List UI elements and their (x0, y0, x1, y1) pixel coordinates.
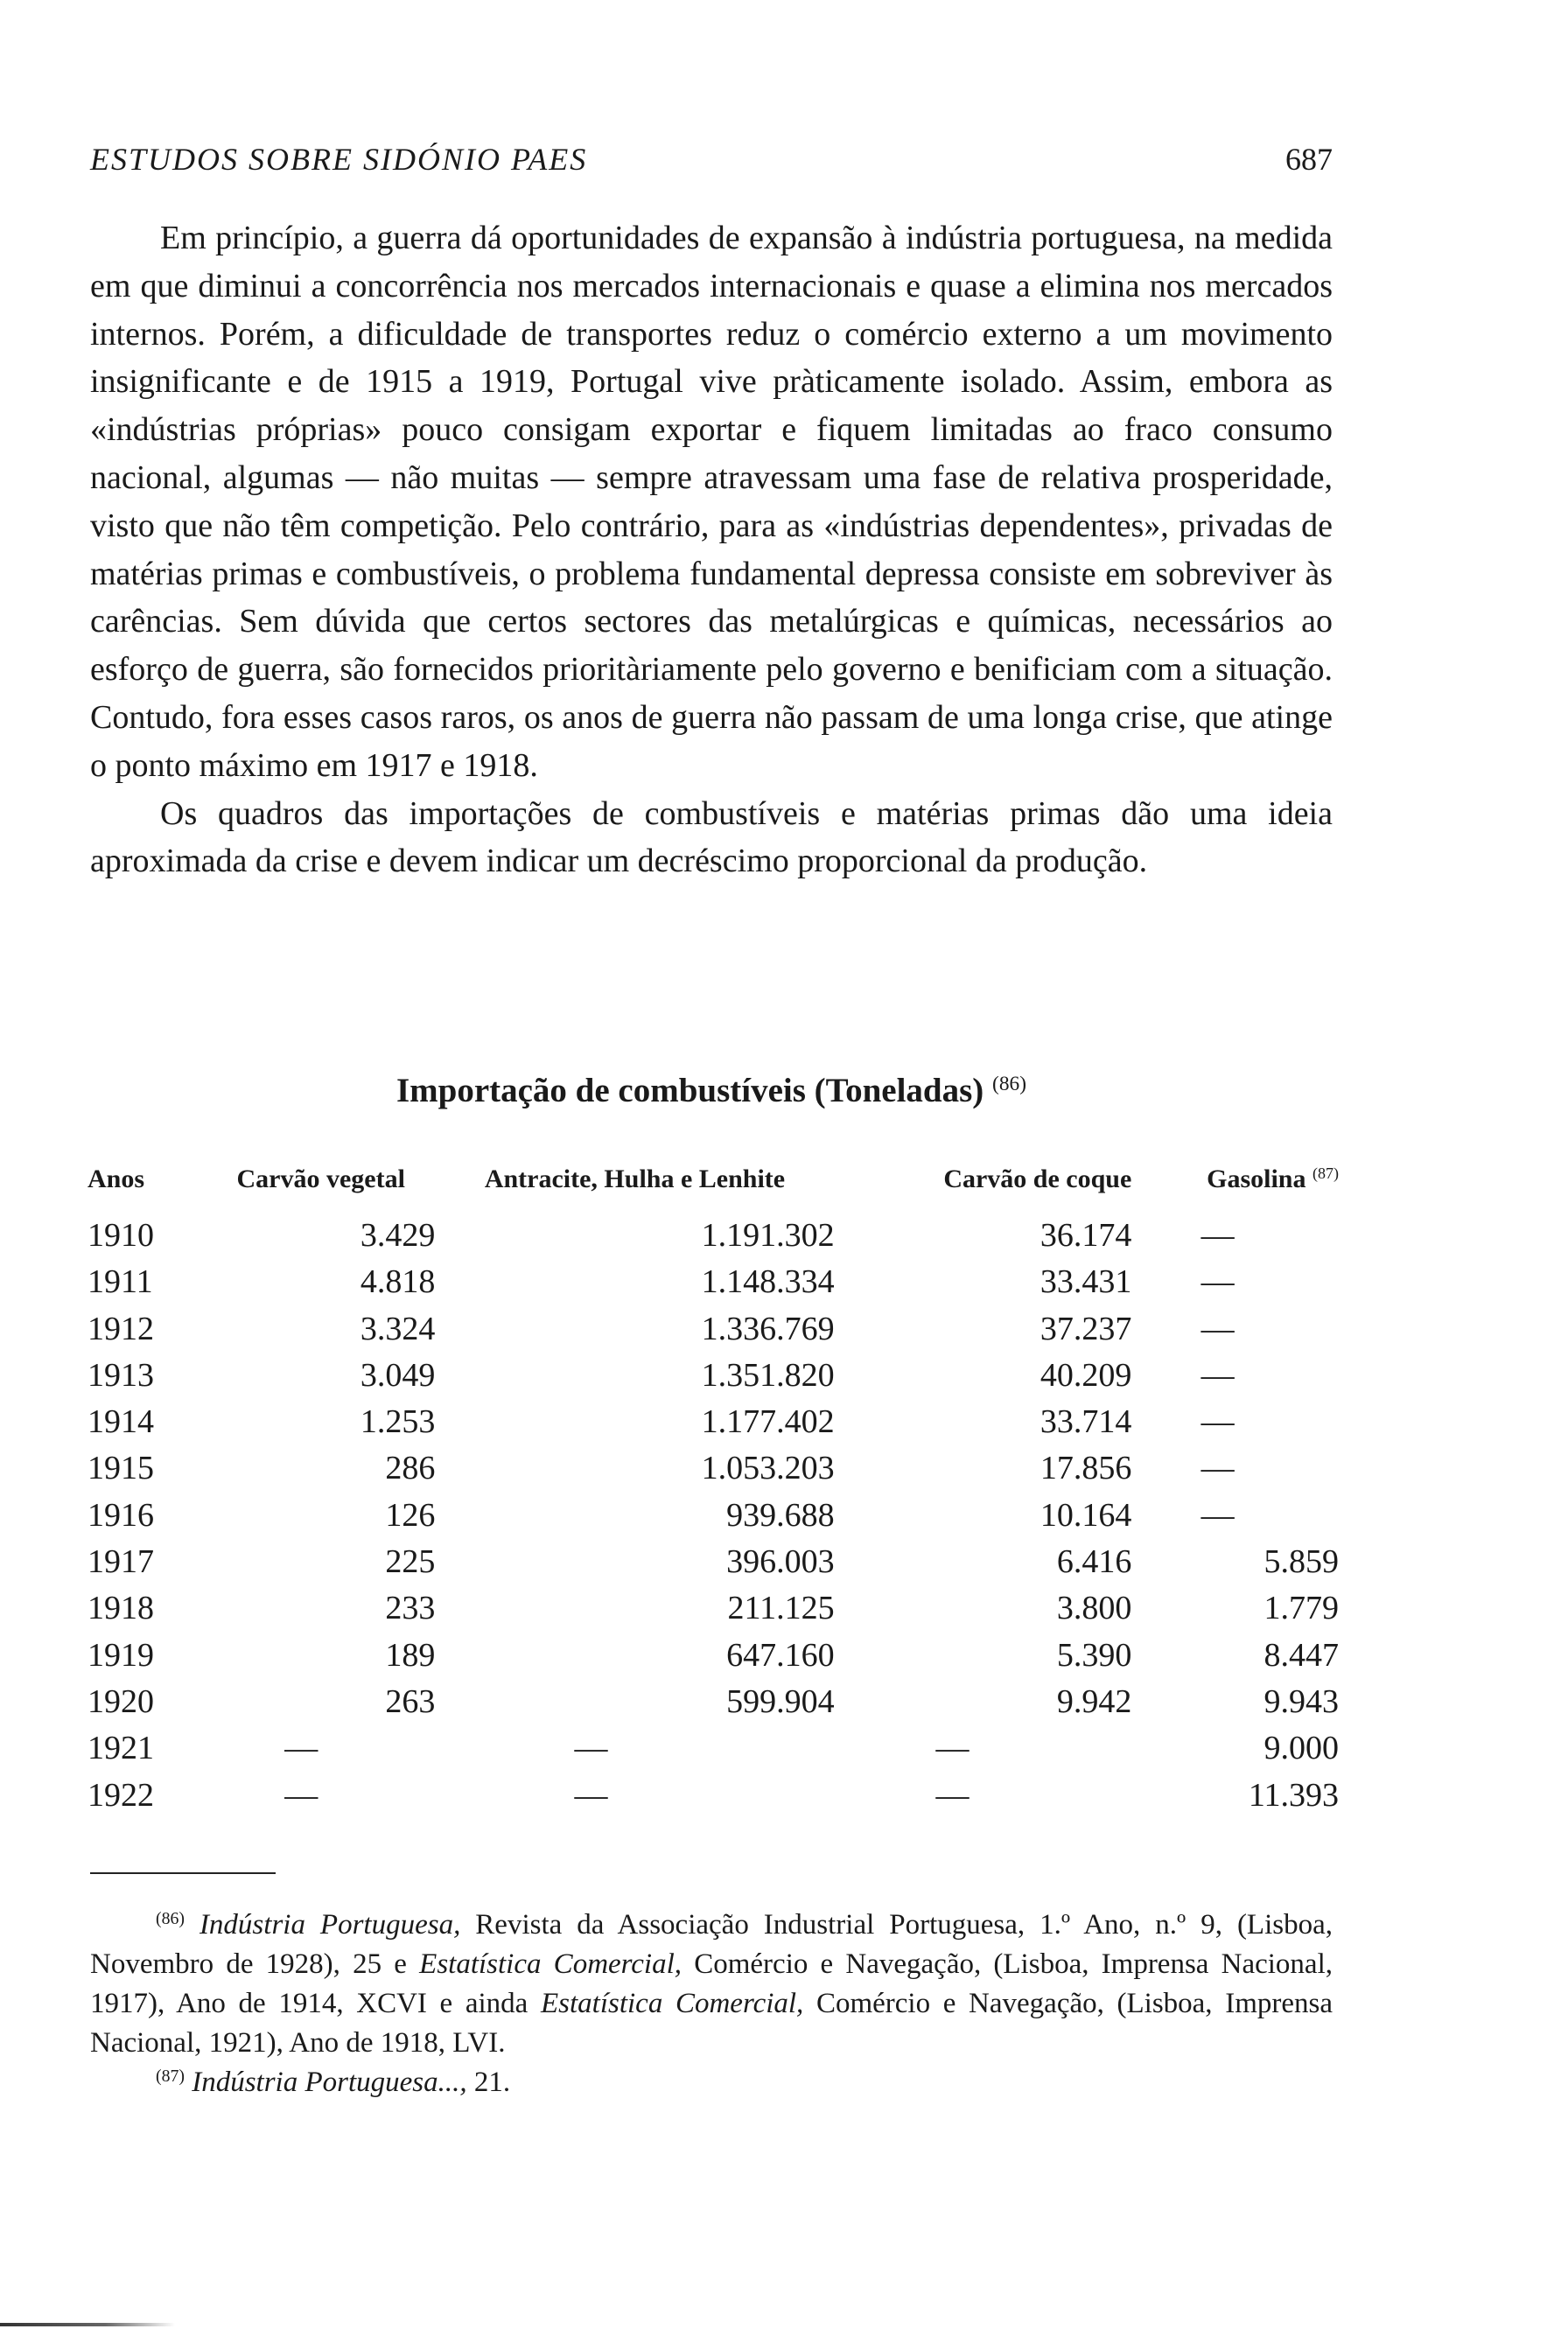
scan-edge-mark (0, 2323, 175, 2326)
column-header-years: Anos (88, 1165, 145, 1193)
table-row (88, 1585, 1339, 1632)
table-body (88, 1213, 1339, 1819)
column-header-gasoline-label: Gasolina (1207, 1165, 1306, 1193)
table-row (88, 1213, 1339, 1259)
cell-anthracite: 396.003 (726, 1543, 835, 1581)
paragraph: Os quadros das importações de combustíveis e matérias primas dão uma ideia aproximada da crise e devem indicar um decréscimo proporcional da produção. (90, 794, 1333, 880)
cell-charcoal: 3.324 (360, 1310, 436, 1347)
cell-gasoline: — (1200, 1403, 1235, 1441)
table-row (88, 1445, 1339, 1492)
cell-anthracite: — (574, 1730, 608, 1767)
cell-gasoline: 9.943 (1264, 1682, 1339, 1720)
cell-anthracite: — (574, 1776, 608, 1814)
footnote-text: Comércio e Navegação, (Lisboa, Imprensa Nacional, 1921), Ano de 1918, LVI. (90, 1988, 1333, 2059)
cell-year: 1922 (88, 1776, 154, 1814)
cell-coke: 33.431 (1040, 1263, 1132, 1301)
cell-charcoal: 4.818 (360, 1263, 436, 1301)
cell-gasoline: — (1200, 1356, 1235, 1394)
cell-gasoline: 11.393 (1248, 1776, 1339, 1814)
footnote-text: 21. (466, 2067, 511, 2098)
column-header-charcoal: Carvão vegetal (236, 1165, 405, 1193)
cell-year: 1917 (88, 1543, 154, 1581)
cell-gasoline: 8.447 (1264, 1636, 1339, 1674)
table-row (88, 1539, 1339, 1585)
table-row (88, 1679, 1339, 1725)
paragraph: Em princípio, a guerra dá oportunidades de expansão à indústria portuguesa, na medida em que diminui a concorrência nos mercados internacionais e quase a elimina nos mercados internos. Porém, a dificuldade de transportes reduz o comércio externo a um movimento insignificante e de 1915 a 1919, Portugal vive pràticamente isolado. Assim, embora as «indústrias próprias» pouco consigam exportar e fiquem limitadas ao fraco consumo nacional, algumas — não muitas — sempre atravessam uma fase de relativa prosperidade, visto que não têm competição. Pelo contrário, para as «indústrias dependentes», privadas de matérias primas e combustíveis, o problema fundamental depressa consiste em sobreviver às carências. Sem dúvida que certos sectores das metalúrgicas e químicas, necessários ao esforço de guerra, são fornecidos prioritàriamente pelo governo e benificiam com a situação. Contudo, fora esses casos raros, os anos de guerra não passam de uma longa crise, que atinge o ponto máximo em 1917 e 1918. (90, 220, 1333, 784)
table-row (88, 1633, 1339, 1679)
page-number: 687 (1285, 142, 1333, 177)
cell-year: 1918 (88, 1590, 154, 1627)
cell-coke: 17.856 (1040, 1450, 1132, 1487)
cell-coke: 33.714 (1040, 1403, 1132, 1441)
column-header-anthracite: Antracite, Hulha e Lenhite (484, 1165, 786, 1193)
cell-charcoal: 189 (385, 1636, 436, 1674)
column-header-coke: Carvão de coque (943, 1165, 1132, 1193)
cell-coke: 6.416 (1056, 1543, 1132, 1581)
footnote-text: Revista da Associação Industrial Portuguesa, 1.º Ano, n.º 9, (Lisboa, Novembro de 1928), 25 e (90, 1909, 1333, 1980)
cell-anthracite: 1.148.334 (701, 1263, 835, 1301)
cell-gasoline: 1.779 (1264, 1590, 1339, 1627)
cell-year: 1911 (88, 1263, 153, 1301)
cell-year: 1920 (88, 1682, 154, 1720)
cell-anthracite: 1.336.769 (701, 1310, 835, 1347)
body-text (90, 214, 1333, 885)
cell-coke: 36.174 (1040, 1217, 1132, 1254)
table-row (88, 1725, 1339, 1772)
cell-anthracite: 1.191.302 (701, 1217, 835, 1254)
cell-gasoline: 9.000 (1264, 1730, 1339, 1767)
cell-coke: 5.390 (1056, 1636, 1132, 1674)
cell-year: 1919 (88, 1636, 154, 1674)
table-row (88, 1306, 1339, 1353)
cell-gasoline: — (1200, 1496, 1235, 1534)
cell-charcoal: 3.049 (360, 1356, 436, 1394)
table-header-row (88, 1162, 1339, 1213)
cell-charcoal: 286 (385, 1450, 436, 1487)
cell-gasoline: — (1200, 1263, 1235, 1301)
cell-charcoal: 126 (385, 1496, 436, 1534)
cell-year: 1915 (88, 1450, 154, 1487)
cell-coke: 3.800 (1056, 1590, 1132, 1627)
cell-gasoline: — (1200, 1450, 1235, 1487)
footnote-ref: (87) (1312, 1165, 1339, 1183)
footnote-ref: (86) (992, 1073, 1027, 1096)
cell-charcoal: 1.253 (360, 1403, 436, 1441)
cell-gasoline: — (1200, 1217, 1235, 1254)
footnote-marker: (87) (156, 2067, 185, 2087)
footnote-text: Comércio e Navegação, (Lisboa, Imprensa Nacional, 1917), Ano de 1914, XCVI e ainda (90, 1948, 1333, 2019)
cell-year: 1921 (88, 1730, 154, 1767)
footnote-title: Indústria Portuguesa, (199, 1909, 461, 1941)
footnote (90, 1906, 1333, 2063)
footnote-title: Estatística Comercial, (540, 1988, 804, 2019)
footnote-divider (90, 1872, 276, 1874)
cell-coke: 10.164 (1040, 1496, 1132, 1534)
footnote (90, 2063, 1333, 2102)
cell-year: 1913 (88, 1356, 154, 1394)
cell-anthracite: 939.688 (726, 1496, 835, 1534)
cell-anthracite: 647.160 (726, 1636, 835, 1674)
column-header-gasoline (1131, 1162, 1339, 1213)
cell-anthracite: 1.177.402 (701, 1403, 835, 1441)
cell-year: 1912 (88, 1310, 154, 1347)
table-row (88, 1773, 1339, 1819)
footnote-marker: (86) (156, 1909, 185, 1929)
table-row (88, 1259, 1339, 1305)
cell-charcoal: 225 (385, 1543, 436, 1581)
cell-coke: — (935, 1730, 970, 1767)
cell-anthracite: 599.904 (726, 1682, 835, 1720)
cell-year: 1910 (88, 1217, 154, 1254)
footnotes (90, 1906, 1333, 2102)
running-title: ESTUDOS SOBRE SIDÓNIO PAES (90, 142, 588, 177)
cell-anthracite: 1.351.820 (701, 1356, 835, 1394)
cell-coke: 40.209 (1040, 1356, 1132, 1394)
cell-charcoal: — (284, 1730, 318, 1767)
footnote-title: Estatística Comercial, (419, 1948, 682, 1980)
cell-charcoal: 233 (385, 1590, 436, 1627)
cell-anthracite: 211.125 (727, 1590, 835, 1627)
table-title (90, 1069, 1333, 1113)
running-header (90, 140, 1333, 178)
cell-charcoal: 3.429 (360, 1217, 436, 1254)
cell-year: 1914 (88, 1403, 154, 1441)
cell-coke: 37.237 (1040, 1310, 1132, 1347)
table-row (88, 1493, 1339, 1539)
cell-coke: — (935, 1776, 970, 1814)
cell-charcoal: — (284, 1776, 318, 1814)
cell-coke: 9.942 (1056, 1682, 1132, 1720)
cell-gasoline: 5.859 (1264, 1543, 1339, 1581)
imports-table (88, 1162, 1339, 1819)
cell-charcoal: 263 (385, 1682, 436, 1720)
table-title-text: Importação de combustíveis (Toneladas) (396, 1072, 984, 1109)
cell-year: 1916 (88, 1496, 154, 1534)
table-row (88, 1353, 1339, 1399)
footnote-title: Indústria Portuguesa..., (192, 2067, 467, 2098)
table-row (88, 1399, 1339, 1445)
cell-anthracite: 1.053.203 (701, 1450, 835, 1487)
cell-gasoline: — (1200, 1310, 1235, 1347)
